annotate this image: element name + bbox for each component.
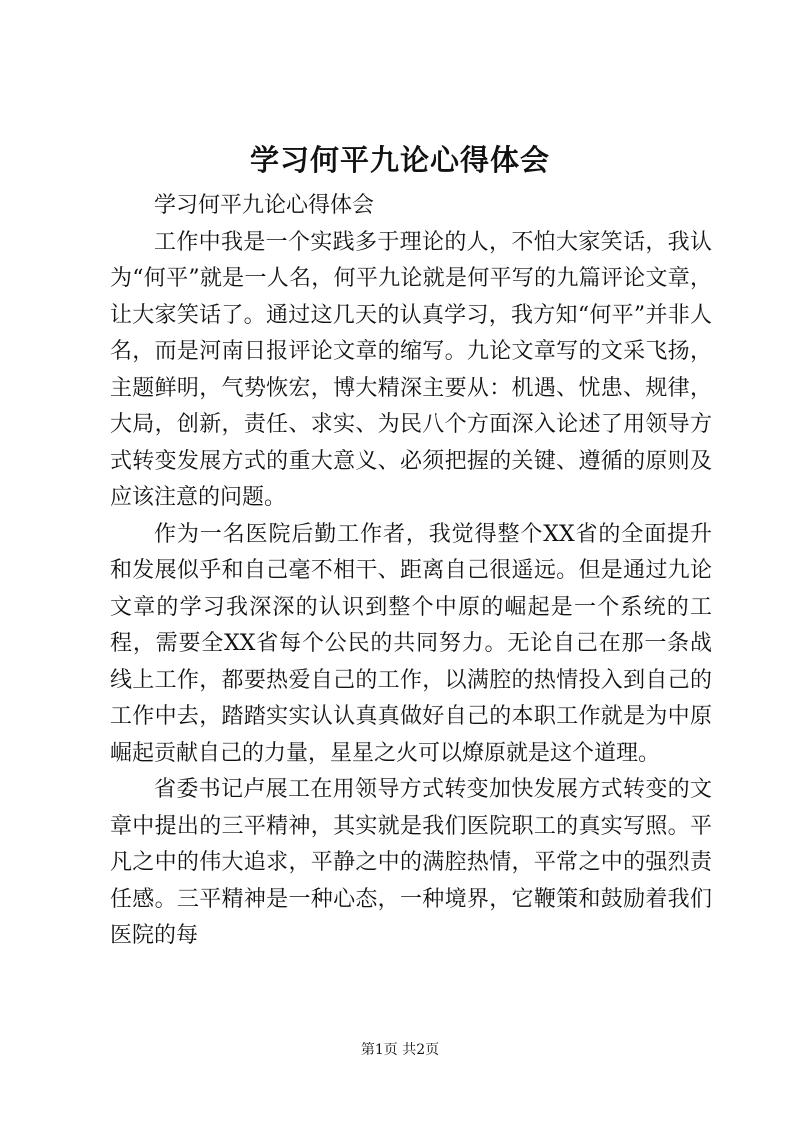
document-title: 学习何平九论心得体会 — [249, 143, 550, 177]
body-paragraph: 工作中我是一个实践多于理论的人，不怕大家笑话，我认为“何平”就是一人名，何平九论就是何平写的九篇评论文章，让大家笑话了。通过这几天的认真学习，我方知“何平”并非人名，而是河南日报评论文章的缩写。九论文章写的文采飞扬，主题鲜明，气势恢宏，博大精深主要从：机遇、忧患、规律，大局，创新，责任、求实、为民八个方面深入论述了用领导方式转变发展方式的重大意义、必须把握的关键、遵循的原则及应该注意的问题。 — [110, 229, 712, 510]
page-number-footer: 第1页 共2页 — [360, 1042, 440, 1058]
subtitle-paragraph: 学习何平九论心得体会 — [154, 193, 375, 218]
document-body — [110, 188, 712, 955]
body-paragraph: 作为一名医院后勤工作者，我觉得整个XX省的全面提升和发展似乎和自己毫不相干、距离自己很遥远。但是通过九论文章的学习我深深的认识到整个中原的崛起是一个系统的工程，需要全XX省每个公民的共同努力。无论自己在那一条战线上工作，都要热爱自己的工作，以满腔的热情投入到自己的工作中去，踏踏实实认认真真做好自己的本职工作就是为中原崛起贡献自己的力量，星星之火可以燎原就是这个道理。 — [110, 521, 712, 766]
body-paragraph: 省委书记卢展工在用领导方式转变加快发展方式转变的文章中提出的三平精神，其实就是我们医院职工的真实写照。平凡之中的伟大追求，平静之中的满腔热情，平常之中的强烈责任感。三平精神是一种心态，一种境界，它鞭策和鼓励着我们医院的每 — [110, 777, 712, 948]
